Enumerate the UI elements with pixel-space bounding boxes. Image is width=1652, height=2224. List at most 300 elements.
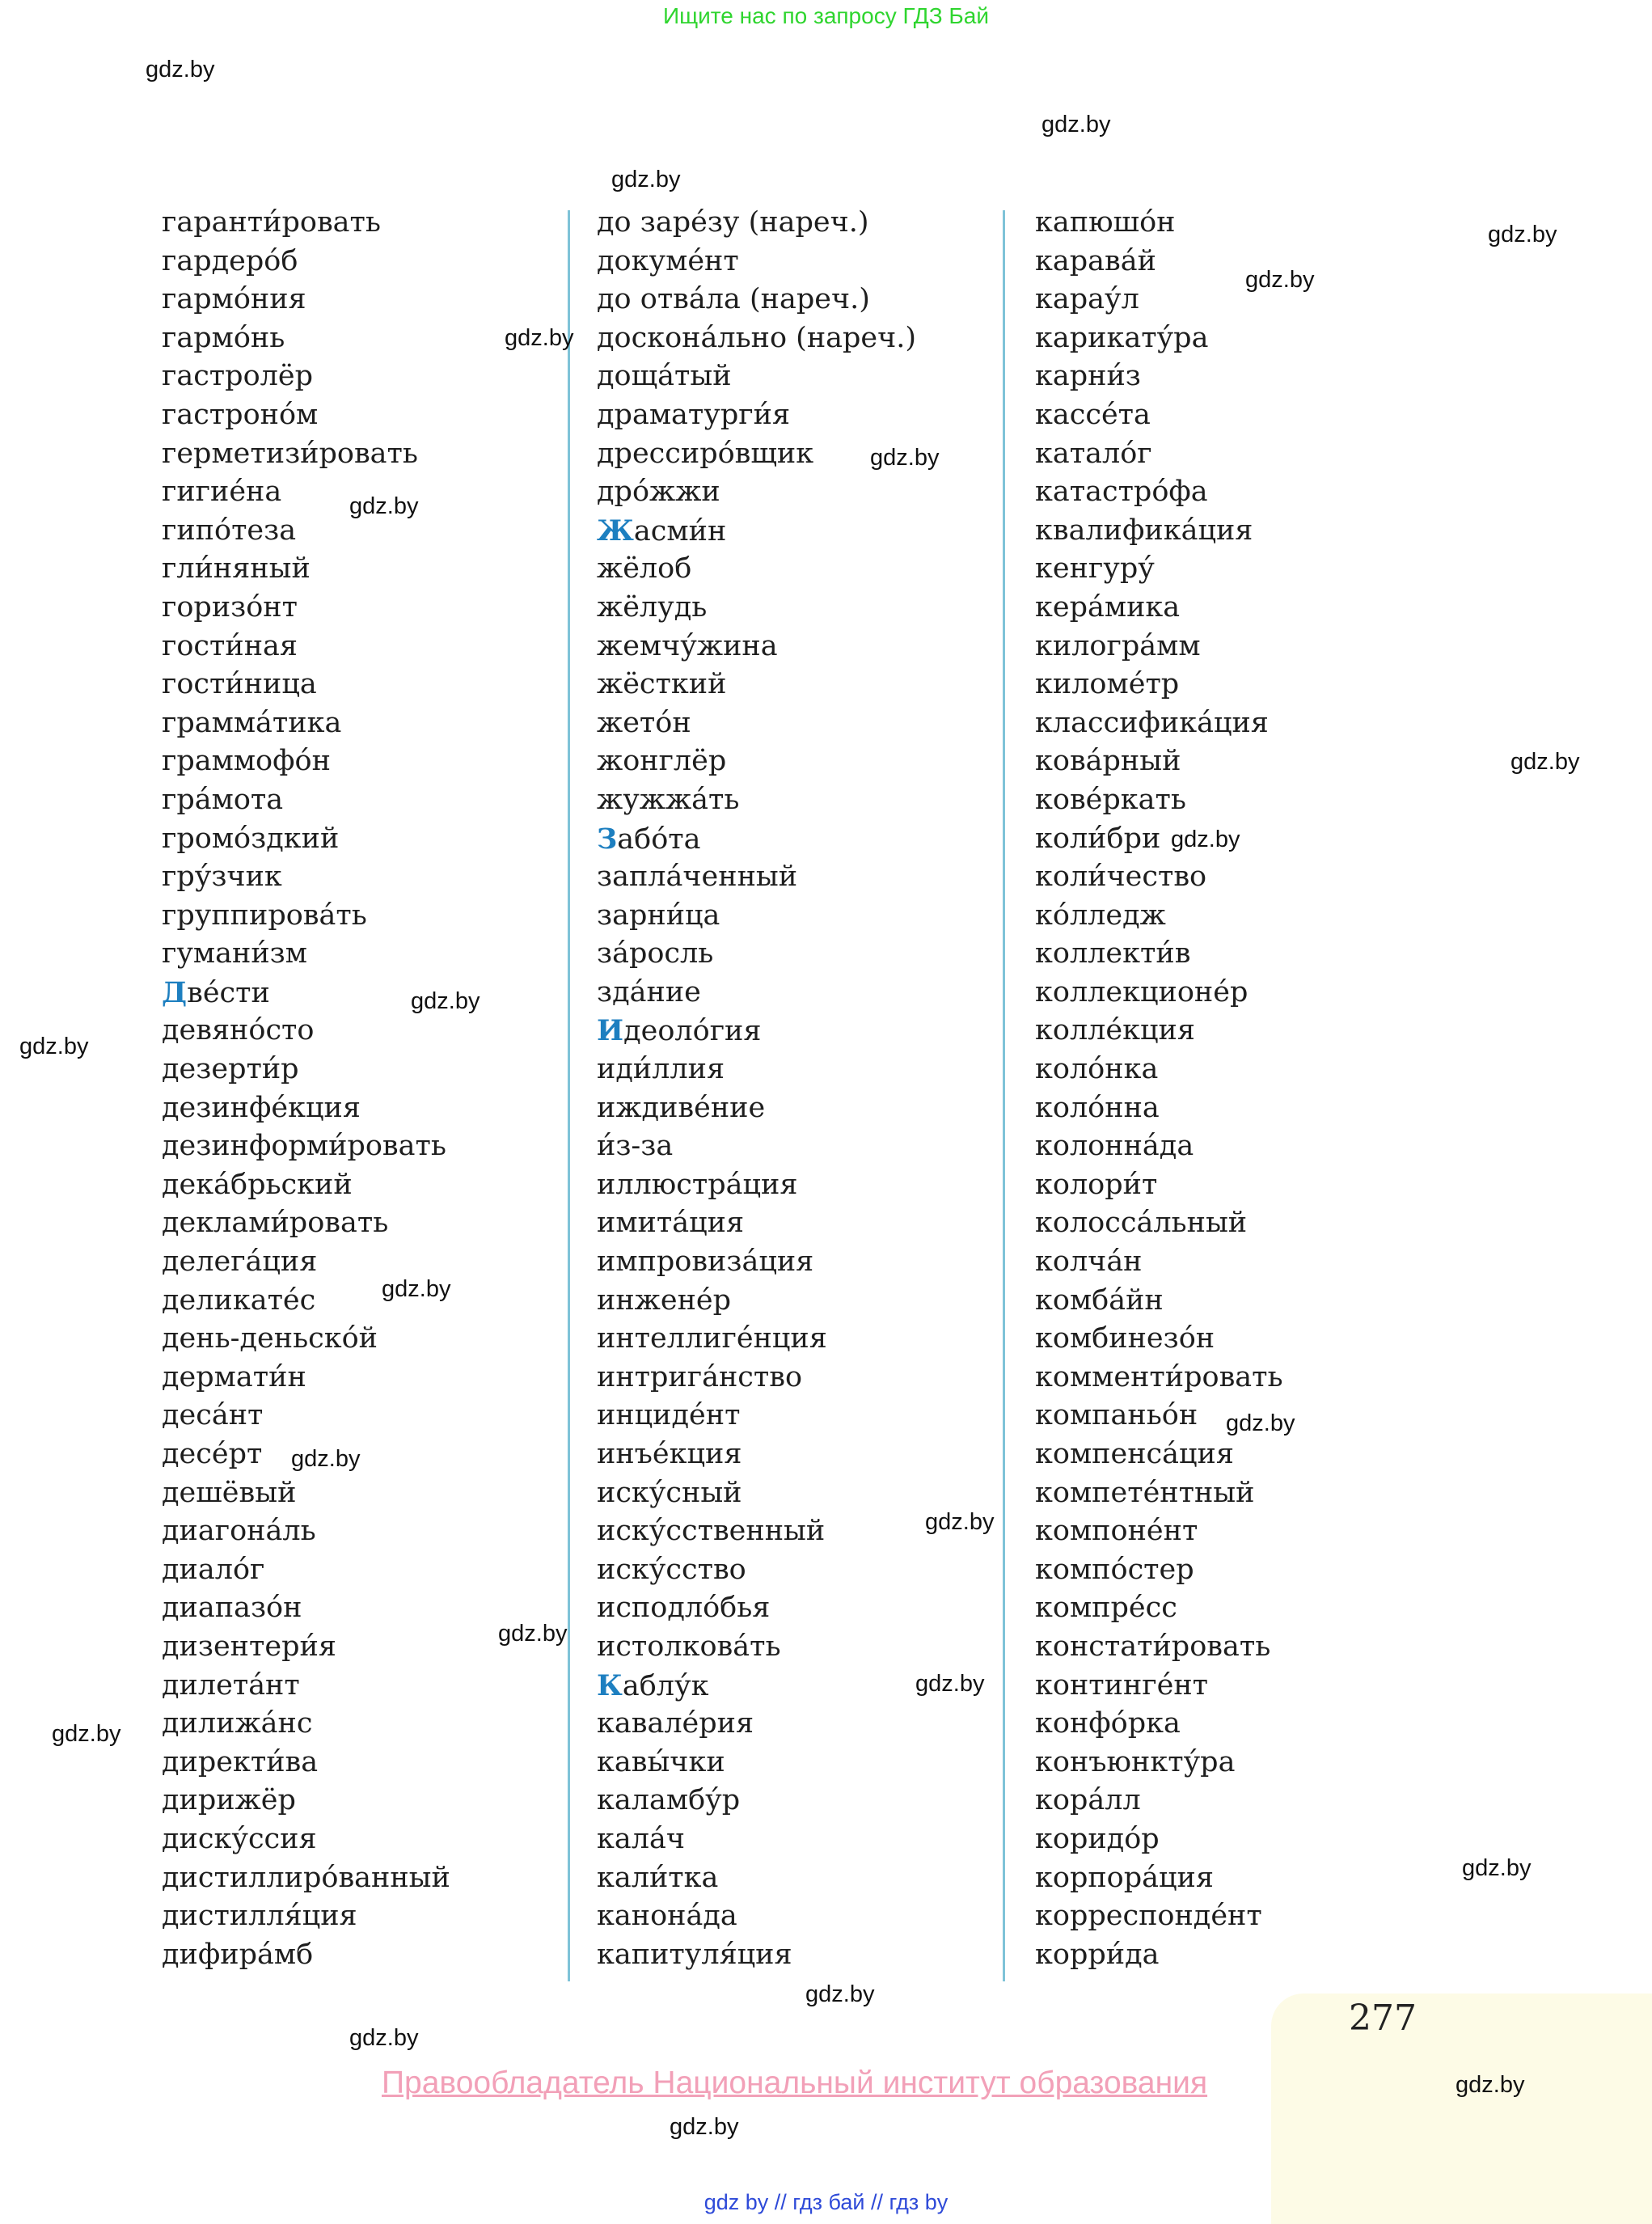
word-text: жёсткий xyxy=(597,668,727,701)
dictionary-word xyxy=(162,858,450,897)
word-text: канона́да xyxy=(597,1900,737,1933)
word-column-1 xyxy=(162,204,450,1974)
word-text: кассе́та xyxy=(1035,398,1151,431)
word-text: кавы́чки xyxy=(597,1745,725,1778)
watermark: gdz.by xyxy=(382,1276,451,1302)
word-text: киломе́тр xyxy=(1035,668,1180,701)
word-text: до заре́зу (нареч.) xyxy=(597,206,869,239)
word-text: гру́зчик xyxy=(162,860,282,894)
dictionary-word xyxy=(1035,1012,1283,1051)
word-text: гости́ница xyxy=(162,668,317,701)
section-letter: И xyxy=(597,1014,624,1048)
word-text: иждиве́ние xyxy=(597,1091,766,1124)
dictionary-word xyxy=(162,589,450,628)
dictionary-word xyxy=(162,1628,450,1667)
dictionary-word xyxy=(162,1859,450,1898)
word-text: доща́тый xyxy=(597,360,732,393)
dictionary-word xyxy=(162,1397,450,1435)
word-text: деклами́ровать xyxy=(162,1207,389,1240)
dictionary-word xyxy=(597,550,916,589)
dictionary-word xyxy=(162,1359,450,1397)
word-text: интрига́нство xyxy=(597,1360,803,1393)
dictionary-word xyxy=(597,1051,916,1089)
word-text: жето́н xyxy=(597,706,691,739)
dictionary-word xyxy=(597,357,916,396)
dictionary-word xyxy=(162,357,450,396)
word-text: гаранти́ровать xyxy=(162,206,381,239)
word-text: гра́мота xyxy=(162,783,284,816)
watermark: gdz.by xyxy=(611,167,681,192)
word-text: комба́йн xyxy=(1035,1283,1164,1317)
word-text: гости́ная xyxy=(162,629,298,662)
dictionary-word xyxy=(162,319,450,358)
dictionary-word xyxy=(162,1589,450,1628)
dictionary-word xyxy=(162,1820,450,1859)
word-text: колча́н xyxy=(1035,1245,1143,1279)
dictionary-word xyxy=(1035,1820,1283,1859)
word-text: колосса́льный xyxy=(1035,1207,1248,1240)
word-text: громо́здкий xyxy=(162,822,340,855)
dictionary-word xyxy=(162,935,450,974)
dictionary-word xyxy=(162,628,450,666)
word-text: дистилля́ция xyxy=(162,1900,357,1933)
dictionary-word xyxy=(597,820,916,859)
dictionary-word xyxy=(1035,1628,1283,1667)
dictionary-word xyxy=(162,1166,450,1205)
dictionary-word xyxy=(597,1589,916,1628)
dictionary-word xyxy=(1035,1166,1283,1205)
word-text: делега́ция xyxy=(162,1245,318,1279)
watermark: gdz.by xyxy=(498,1621,568,1647)
word-text: конъюнкту́ра xyxy=(1035,1745,1236,1778)
dictionary-word xyxy=(1035,820,1283,859)
word-text: коридо́р xyxy=(1035,1822,1160,1855)
dictionary-word xyxy=(1035,589,1283,628)
dictionary-word xyxy=(597,628,916,666)
word-text: драматурги́я xyxy=(597,398,791,431)
watermark: gdz.by xyxy=(291,1446,361,1472)
dictionary-word xyxy=(597,781,916,820)
dictionary-word xyxy=(162,1936,450,1975)
dictionary-word xyxy=(597,1166,916,1205)
word-text: дро́жжи xyxy=(597,476,720,509)
word-text: группирова́ть xyxy=(162,898,367,932)
dictionary-word xyxy=(597,512,916,551)
word-text: день-деньско́й xyxy=(162,1322,378,1355)
word-text: дезинфе́кция xyxy=(162,1091,361,1124)
word-text: ве́сти xyxy=(187,976,270,1009)
dictionary-word xyxy=(597,666,916,704)
word-text: десе́рт xyxy=(162,1438,263,1470)
dictionary-word xyxy=(162,243,450,281)
word-text: компо́стер xyxy=(1035,1553,1194,1586)
watermark: gdz.by xyxy=(349,2025,419,2051)
word-text: колонна́да xyxy=(1035,1130,1194,1163)
dictionary-word xyxy=(597,243,916,281)
dictionary-word xyxy=(597,742,916,781)
word-text: кала́ч xyxy=(597,1822,685,1855)
word-text: грамма́тика xyxy=(162,706,342,739)
dictionary-word xyxy=(597,1859,916,1898)
word-text: карау́л xyxy=(1035,283,1139,316)
word-text: конфо́рка xyxy=(1035,1707,1181,1740)
dictionary-word xyxy=(1035,204,1283,243)
word-text: диску́ссия xyxy=(162,1822,317,1855)
dictionary-word xyxy=(1035,1705,1283,1744)
word-text: кора́лл xyxy=(1035,1784,1141,1817)
dictionary-word xyxy=(597,704,916,743)
word-text: комбинезо́н xyxy=(1035,1322,1215,1355)
word-text: компре́сс xyxy=(1035,1592,1177,1625)
dictionary-word xyxy=(1035,1051,1283,1089)
word-column-3 xyxy=(1035,204,1283,1974)
word-text: колори́т xyxy=(1035,1168,1158,1201)
word-text: дермати́н xyxy=(162,1360,306,1393)
word-text: або́та xyxy=(617,822,701,856)
word-text: иску́сство xyxy=(597,1553,746,1586)
watermark: gdz.by xyxy=(52,1721,121,1747)
dictionary-word xyxy=(597,204,916,243)
word-text: дирижёр xyxy=(162,1784,296,1817)
dictionary-word xyxy=(1035,357,1283,396)
dictionary-word xyxy=(162,1204,450,1243)
dictionary-word xyxy=(162,704,450,743)
word-text: запла́ченный xyxy=(597,860,798,894)
word-text: колле́кция xyxy=(1035,1014,1195,1047)
dictionary-word xyxy=(1035,319,1283,358)
watermark: gdz.by xyxy=(1171,827,1240,852)
word-text: корри́да xyxy=(1035,1938,1160,1971)
dictionary-word xyxy=(162,1782,450,1820)
watermark: gdz.by xyxy=(1488,222,1557,247)
word-text: корпора́ция xyxy=(1035,1861,1214,1894)
dictionary-word xyxy=(1035,396,1283,435)
dictionary-word xyxy=(162,1320,450,1359)
section-letter: К xyxy=(597,1668,623,1702)
dictionary-word xyxy=(597,1551,916,1590)
dictionary-word xyxy=(597,935,916,974)
page-number: 277 xyxy=(1349,1998,1417,2039)
word-text: за́росль xyxy=(597,937,714,970)
dictionary-word xyxy=(597,1435,916,1474)
dictionary-word xyxy=(597,1282,916,1321)
dictionary-word xyxy=(162,1744,450,1782)
word-text: дрессиро́вщик xyxy=(597,437,814,470)
word-text: карава́й xyxy=(1035,244,1156,277)
word-text: импровиза́ция xyxy=(597,1245,814,1279)
dictionary-word xyxy=(162,820,450,859)
word-text: капюшо́н xyxy=(1035,206,1176,239)
dictionary-word xyxy=(1035,1859,1283,1898)
word-text: гумани́зм xyxy=(162,937,307,970)
dictionary-word xyxy=(162,897,450,936)
section-letter: З xyxy=(597,822,618,856)
dictionary-word xyxy=(597,589,916,628)
dictionary-word xyxy=(597,1936,916,1975)
word-text: кавале́рия xyxy=(597,1707,754,1740)
word-text: жужжа́ть xyxy=(597,783,740,816)
dictionary-word xyxy=(1035,628,1283,666)
section-letter: Д xyxy=(162,975,188,1009)
watermark: gdz.by xyxy=(505,325,574,351)
word-text: интеллиге́нция xyxy=(597,1322,827,1355)
word-text: кове́ркать xyxy=(1035,783,1186,816)
word-text: ко́лледж xyxy=(1035,898,1166,932)
dictionary-word xyxy=(1035,897,1283,936)
dictionary-word xyxy=(1035,1243,1283,1282)
dictionary-word xyxy=(597,1474,916,1513)
dictionary-word xyxy=(1035,473,1283,512)
word-text: жонглёр xyxy=(597,745,727,778)
word-text: исподло́бья xyxy=(597,1592,771,1625)
word-text: диагона́ль xyxy=(162,1515,316,1548)
dictionary-word xyxy=(597,1744,916,1782)
word-text: каламбу́р xyxy=(597,1784,741,1817)
dictionary-word xyxy=(597,473,916,512)
word-text: горизо́нт xyxy=(162,590,298,624)
dictionary-word xyxy=(1035,704,1283,743)
dictionary-word xyxy=(162,1012,450,1051)
dictionary-word xyxy=(597,858,916,897)
dictionary-word xyxy=(162,1512,450,1551)
dictionary-word xyxy=(1035,858,1283,897)
word-text: катастро́фа xyxy=(1035,476,1208,509)
word-text: гармо́ния xyxy=(162,283,306,316)
dictionary-word xyxy=(597,1127,916,1166)
word-text: гастроно́м xyxy=(162,398,319,431)
dictionary-word xyxy=(162,435,450,474)
word-text: иди́ллия xyxy=(597,1053,725,1086)
word-text: дезинформи́ровать xyxy=(162,1130,446,1163)
watermark: gdz.by xyxy=(1510,749,1580,775)
word-text: кенгуру́ xyxy=(1035,552,1155,586)
word-text: континге́нт xyxy=(1035,1668,1209,1702)
dictionary-word xyxy=(597,974,916,1013)
word-text: дифира́мб xyxy=(162,1938,314,1971)
dictionary-word xyxy=(162,281,450,319)
word-text: коллекционе́р xyxy=(1035,975,1249,1008)
dictionary-word xyxy=(1035,1359,1283,1397)
word-text: катало́г xyxy=(1035,437,1152,470)
word-text: зарни́ца xyxy=(597,898,720,932)
dictionary-word xyxy=(597,1204,916,1243)
dictionary-word xyxy=(162,1897,450,1936)
word-text: дешёвый xyxy=(162,1476,297,1509)
word-text: дилижа́нс xyxy=(162,1707,313,1740)
dictionary-word xyxy=(1035,1204,1283,1243)
word-text: капитуля́ция xyxy=(597,1938,792,1971)
watermark: gdz.by xyxy=(1462,1855,1532,1881)
watermark: gdz.by xyxy=(915,1671,985,1697)
word-text: дизентери́я xyxy=(162,1630,336,1663)
watermark: gdz.by xyxy=(1226,1410,1295,1436)
dictionary-word xyxy=(162,1705,450,1744)
section-letter: Ж xyxy=(597,514,634,548)
word-text: герметизи́ровать xyxy=(162,437,418,470)
dictionary-word xyxy=(597,1705,916,1744)
word-text: граммофо́н xyxy=(162,745,331,778)
word-text: кова́рный xyxy=(1035,745,1181,778)
dictionary-word xyxy=(1035,1474,1283,1513)
dictionary-word xyxy=(1035,1512,1283,1551)
word-text: иску́сный xyxy=(597,1476,742,1509)
word-text: дека́брьский xyxy=(162,1168,353,1201)
word-text: девяно́сто xyxy=(162,1014,315,1047)
dictionary-word xyxy=(1035,1435,1283,1474)
dictionary-word xyxy=(1035,1744,1283,1782)
watermark: gdz.by xyxy=(349,493,419,519)
dictionary-word xyxy=(162,1051,450,1089)
watermark: gdz.by xyxy=(19,1034,89,1059)
dictionary-word xyxy=(1035,550,1283,589)
dictionary-word xyxy=(162,1089,450,1128)
search-banner: Ищите нас по запросу ГДЗ Бай xyxy=(662,3,990,28)
word-text: гигие́на xyxy=(162,476,282,509)
dictionary-word xyxy=(162,781,450,820)
dictionary-word xyxy=(162,666,450,704)
word-text: диапазо́н xyxy=(162,1592,302,1625)
dictionary-word xyxy=(597,396,916,435)
word-text: гипо́теза xyxy=(162,514,297,547)
dictionary-word xyxy=(1035,742,1283,781)
watermark: gdz.by xyxy=(1456,2072,1525,2098)
watermark: gdz.by xyxy=(146,57,215,82)
dictionary-word xyxy=(1035,974,1283,1013)
word-text: компаньо́н xyxy=(1035,1399,1198,1432)
word-text: кали́тка xyxy=(597,1861,719,1894)
copyright-link[interactable]: Правообладатель Национальный институт образования xyxy=(382,2065,1208,2100)
word-text: и́з-за xyxy=(597,1130,674,1163)
watermark: gdz.by xyxy=(805,1981,875,2007)
word-text: диало́г xyxy=(162,1553,265,1586)
dictionary-word xyxy=(597,1782,916,1820)
word-text: коли́бри xyxy=(1035,822,1161,855)
dictionary-word xyxy=(162,1127,450,1166)
watermark: gdz.by xyxy=(411,988,480,1014)
dictionary-word xyxy=(597,1897,916,1936)
word-text: асми́н xyxy=(633,514,727,548)
watermark: gdz.by xyxy=(670,2114,739,2140)
word-text: дезерти́р xyxy=(162,1053,299,1086)
dictionary-word xyxy=(597,319,916,358)
dictionary-word xyxy=(1035,666,1283,704)
watermark: gdz.by xyxy=(1245,267,1315,293)
word-text: классифика́ция xyxy=(1035,706,1269,739)
word-text: инжене́р xyxy=(597,1283,732,1317)
dictionary-word xyxy=(162,396,450,435)
word-text: аблу́к xyxy=(622,1669,709,1702)
word-text: гастролёр xyxy=(162,360,313,393)
dictionary-word xyxy=(597,1089,916,1128)
word-text: до отва́ла (нареч.) xyxy=(597,283,870,316)
dictionary-word xyxy=(597,1820,916,1859)
word-text: дилета́нт xyxy=(162,1668,300,1702)
dictionary-word xyxy=(597,1397,916,1435)
word-text: жёлудь xyxy=(597,590,708,624)
word-text: директи́ва xyxy=(162,1745,319,1778)
dictionary-word xyxy=(597,897,916,936)
word-text: коли́чество xyxy=(1035,860,1207,894)
dictionary-word xyxy=(1035,781,1283,820)
word-column-2 xyxy=(597,204,916,1974)
dictionary-word xyxy=(1035,1897,1283,1936)
word-text: имита́ция xyxy=(597,1207,745,1240)
word-text: килогра́мм xyxy=(1035,629,1201,662)
word-text: зда́ние xyxy=(597,975,701,1008)
word-text: гардеро́б xyxy=(162,244,298,277)
column-divider xyxy=(1003,210,1005,1981)
dictionary-word xyxy=(162,1667,450,1706)
dictionary-word xyxy=(1035,1127,1283,1166)
dictionary-word xyxy=(597,1628,916,1667)
dictionary-word xyxy=(162,1551,450,1590)
watermark: gdz.by xyxy=(1041,112,1111,137)
word-text: квалифика́ция xyxy=(1035,514,1253,547)
word-text: карикату́ра xyxy=(1035,321,1209,354)
word-text: деса́нт xyxy=(162,1399,264,1432)
dictionary-word xyxy=(1035,1936,1283,1975)
dictionary-word xyxy=(597,1012,916,1051)
word-text: гли́няный xyxy=(162,552,311,586)
word-text: инъе́кция xyxy=(597,1438,742,1470)
watermark: gdz.by xyxy=(870,445,940,471)
word-text: коло́нка xyxy=(1035,1053,1159,1086)
word-text: докуме́нт xyxy=(597,244,739,277)
dictionary-word xyxy=(597,1512,916,1551)
word-text: констати́ровать xyxy=(1035,1630,1271,1663)
word-text: карни́з xyxy=(1035,360,1141,393)
word-text: иску́сственный xyxy=(597,1515,826,1548)
word-text: истолкова́ть xyxy=(597,1630,781,1663)
word-text: коло́нна xyxy=(1035,1091,1160,1124)
word-text: компоне́нт xyxy=(1035,1515,1198,1548)
dictionary-word xyxy=(1035,512,1283,551)
dictionary-word xyxy=(162,742,450,781)
dictionary-word xyxy=(1035,435,1283,474)
word-text: доскона́льно (нареч.) xyxy=(597,321,917,354)
dictionary-word xyxy=(1035,1667,1283,1706)
word-text: инциде́нт xyxy=(597,1399,741,1432)
dictionary-word xyxy=(1035,935,1283,974)
word-text: гармо́нь xyxy=(162,321,285,354)
dictionary-word xyxy=(162,550,450,589)
dictionary-word xyxy=(597,1320,916,1359)
dictionary-word xyxy=(162,974,450,1013)
dictionary-word xyxy=(597,435,916,474)
word-text: жёлоб xyxy=(597,552,692,586)
dictionary-word xyxy=(162,204,450,243)
word-text: коллекти́в xyxy=(1035,937,1191,970)
dictionary-word xyxy=(597,1359,916,1397)
dictionary-word xyxy=(1035,1782,1283,1820)
word-text: дистиллиро́ванный xyxy=(162,1861,450,1894)
dictionary-word xyxy=(1035,1089,1283,1128)
bottom-links[interactable]: gdz by // гдз бай // гдз by xyxy=(703,2190,949,2214)
dictionary-word xyxy=(1035,1589,1283,1628)
dictionary-word xyxy=(162,1474,450,1513)
watermark: gdz.by xyxy=(925,1509,995,1535)
word-text: комменти́ровать xyxy=(1035,1360,1283,1393)
column-divider xyxy=(568,210,570,1981)
word-text: деликате́с xyxy=(162,1283,316,1317)
dictionary-word xyxy=(597,281,916,319)
word-text: деоло́гия xyxy=(623,1015,762,1048)
dictionary-word xyxy=(1035,1282,1283,1321)
word-text: компенса́ция xyxy=(1035,1438,1234,1470)
dictionary-word xyxy=(597,1667,916,1706)
dictionary-word xyxy=(1035,1320,1283,1359)
word-text: кера́мика xyxy=(1035,590,1181,624)
